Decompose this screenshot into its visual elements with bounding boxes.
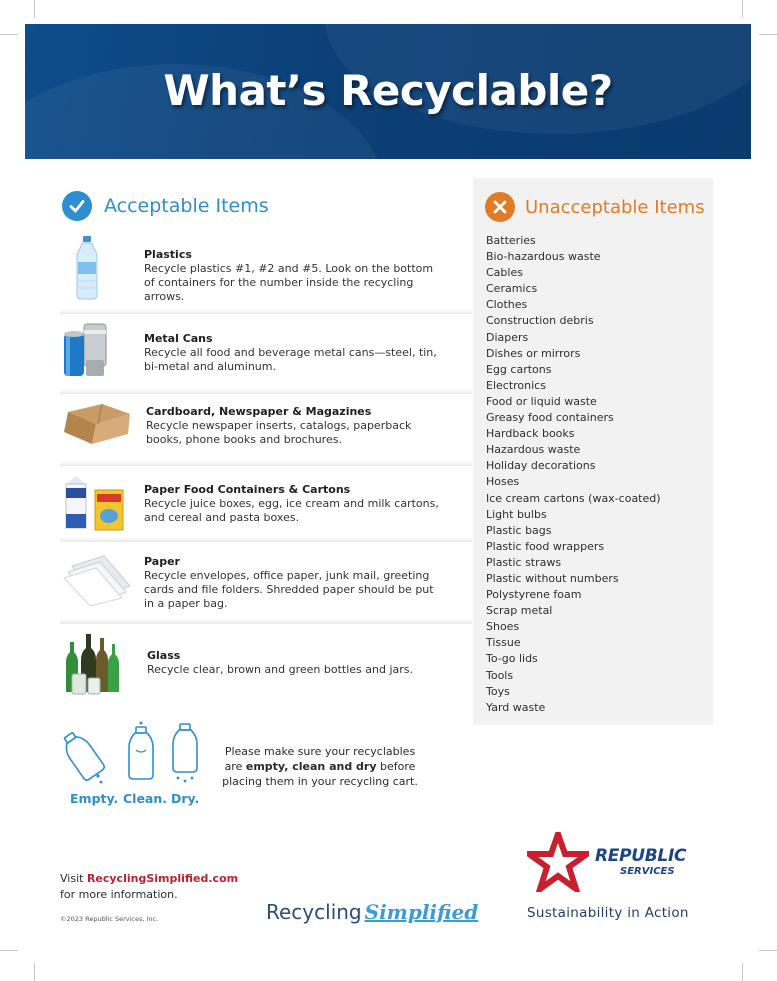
glass-bottles-icon — [62, 632, 122, 700]
company-subname: SERVICES — [620, 866, 675, 877]
list-item: Tissue — [486, 636, 521, 650]
crop-mark — [34, 0, 35, 18]
list-item: Electronics — [486, 378, 546, 392]
logo-text-simplified: Simplified — [364, 900, 479, 924]
visit-suffix: for more information. — [60, 888, 178, 901]
crop-mark — [34, 963, 35, 981]
list-item: Ceramics — [486, 282, 538, 296]
list-item: Hardback books — [486, 427, 575, 441]
item-description: Recycle envelopes, office paper, junk mail, greeting cards and file folders. Shredded paper should be put in a paper bag. — [144, 569, 434, 610]
list-item: To-go lids — [486, 652, 538, 666]
website-link[interactable]: RecyclingSimplified.com — [86, 872, 239, 885]
bottle-empty-icon — [60, 726, 108, 786]
item-divider — [60, 619, 472, 624]
item-divider — [60, 537, 472, 542]
item-title: Metal Cans — [144, 332, 213, 345]
crop-mark — [759, 34, 777, 35]
list-item: Diapers — [486, 330, 529, 344]
company-name: REPUBLIC — [595, 846, 687, 866]
list-item: Egg cartons — [486, 362, 552, 376]
acceptable-item-cardboard — [60, 396, 472, 466]
list-item: Tools — [486, 668, 514, 682]
checkmark-icon — [62, 191, 92, 221]
list-item: Yard waste — [486, 700, 546, 714]
acceptable-item-paper — [60, 544, 472, 624]
list-item: Greasy food containers — [486, 411, 614, 425]
item-divider — [60, 461, 472, 466]
note-text-1: Please make sure your recyclables are — [224, 745, 416, 773]
item-title: Cardboard, Newspaper & Magazines — [146, 405, 372, 418]
item-description: Recycle newspaper inserts, catalogs, paperback books, phone books and brochures. — [146, 419, 412, 446]
unacceptable-heading — [485, 192, 705, 222]
copyright: ©2023 Republic Services, Inc. — [60, 915, 159, 923]
acceptable-item-metal-cans — [60, 316, 472, 394]
list-item: Plastic without numbers — [486, 571, 619, 585]
bottle-clean-icon — [126, 720, 156, 782]
item-title: Plastics — [144, 248, 192, 261]
water-bottle-icon — [76, 236, 98, 304]
list-item: Cables — [486, 266, 523, 280]
cleanliness-note — [222, 744, 418, 789]
list-item: Construction debris — [486, 314, 594, 328]
title-banner — [25, 24, 751, 159]
item-title: Glass — [147, 649, 181, 662]
bottle-dry-icon — [170, 722, 200, 784]
recycling-simplified-logo — [266, 890, 478, 924]
clean-label: Clean. — [123, 791, 168, 806]
crop-mark — [759, 950, 777, 951]
item-title: Paper Food Containers & Cartons — [144, 483, 351, 496]
note-bold: empty, clean and dry — [245, 760, 377, 773]
page-title: What’s Recyclable? — [163, 66, 613, 115]
list-item: Polystyrene foam — [486, 588, 582, 602]
empty-clean-dry-graphic — [60, 720, 210, 810]
acceptable-item-cartons — [60, 468, 472, 542]
visit-prefix: Visit — [60, 872, 87, 885]
crop-mark — [0, 950, 18, 951]
list-item: Scrap metal — [486, 604, 553, 618]
list-item: Toys — [486, 684, 510, 698]
x-icon — [485, 192, 515, 222]
crop-mark — [742, 963, 743, 981]
acceptable-heading-label: Acceptable Items — [104, 195, 269, 217]
item-divider — [60, 389, 472, 394]
acceptable-heading — [62, 190, 269, 222]
cardboard-box-icon — [62, 402, 132, 450]
note-text-2: before placing them in your recycling cart. — [222, 760, 418, 788]
list-item: Clothes — [486, 298, 528, 312]
acceptable-item-plastics — [60, 232, 472, 314]
logo-text-recycling: Recycling — [266, 900, 362, 924]
item-description: Recycle juice boxes, egg, ice cream and milk cartons, and cereal and pasta boxes. — [144, 497, 439, 524]
tagline: Sustainability in Action — [527, 905, 689, 921]
list-item: Plastic straws — [486, 555, 562, 569]
item-description: Recycle clear, brown and green bottles and jars. — [147, 663, 414, 676]
crop-mark — [0, 34, 18, 35]
list-item: Shoes — [486, 620, 520, 634]
crop-mark — [742, 0, 743, 18]
milk-carton-icon — [62, 474, 126, 536]
list-item: Dishes or mirrors — [486, 346, 581, 360]
unacceptable-list — [486, 233, 661, 716]
star-logo-icon — [527, 832, 589, 892]
list-item: Ice cream cartons (wax-coated) — [486, 491, 661, 505]
item-description: Recycle all food and beverage metal cans—steel, tin, bi-metal and aluminum. — [144, 346, 437, 373]
list-item: Plastic bags — [486, 523, 552, 537]
list-item: Food or liquid waste — [486, 394, 597, 408]
list-item: Holiday decorations — [486, 459, 596, 473]
paper-stack-icon — [62, 552, 132, 610]
acceptable-item-glass — [60, 628, 472, 698]
list-item: Batteries — [486, 234, 536, 247]
visit-text — [60, 871, 238, 903]
item-description: Recycle plastics #1, #2 and #5. Look on the bottom of containers for the number inside the recycling arrows. — [144, 262, 434, 303]
empty-label: Empty. — [70, 791, 119, 806]
list-item: Hazardous waste — [486, 443, 581, 457]
republic-services-logo — [525, 832, 725, 922]
unacceptable-panel — [473, 178, 713, 725]
metal-cans-icon — [62, 322, 110, 384]
list-item: Bio-hazardous waste — [486, 250, 601, 264]
item-divider — [60, 309, 472, 314]
dry-label: Dry. — [171, 791, 200, 806]
list-item: Light bulbs — [486, 507, 547, 521]
list-item: Hoses — [486, 475, 520, 489]
unacceptable-heading-label: Unacceptable Items — [525, 196, 705, 218]
item-title: Paper — [144, 555, 180, 568]
list-item: Plastic food wrappers — [486, 539, 605, 553]
